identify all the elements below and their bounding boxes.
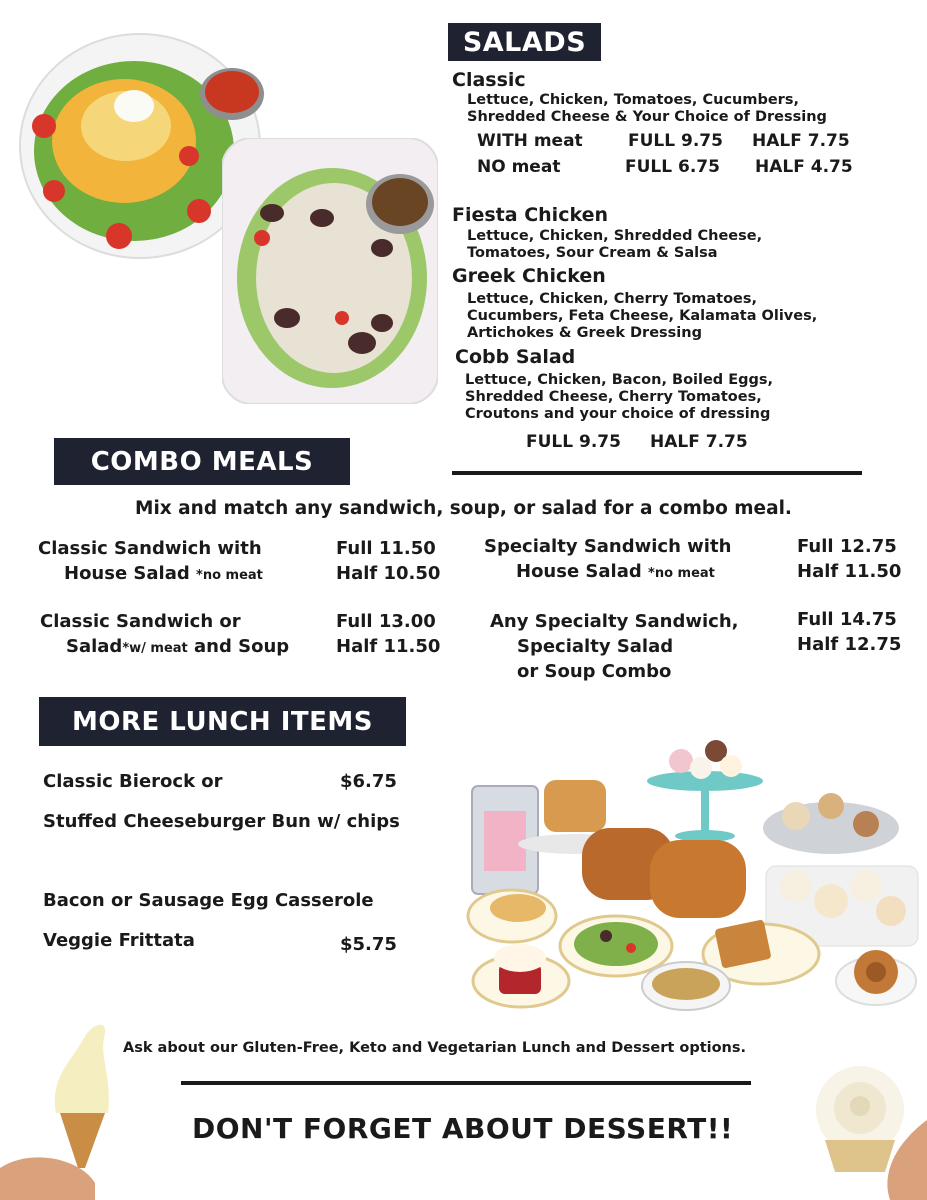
ice-cream-cone-photo <box>0 1018 125 1200</box>
with-meat-full-price: FULL 9.75 <box>628 131 723 151</box>
veggie-frittata-price: $5.75 <box>340 934 397 955</box>
fiesta-chicken-title: Fiesta Chicken <box>452 204 608 226</box>
cheeseburger-bun-item: Stuffed Cheeseburger Bun w/ chips <box>43 811 400 832</box>
combo-full-price: Full 11.50 <box>336 538 436 559</box>
greek-chicken-title: Greek Chicken <box>452 265 606 287</box>
classic-salad-title: Classic <box>452 69 526 91</box>
combo-full-price: Full 14.75 <box>797 609 897 630</box>
combo-item-line2b: and Soup <box>194 636 290 657</box>
salads-divider <box>452 471 862 475</box>
combo-item-line2-row <box>40 634 289 661</box>
combo-full-price: Full 13.00 <box>336 611 436 632</box>
cobb-salad-title: Cobb Salad <box>455 346 576 368</box>
greek-chicken-desc: Lettuce, Chicken, Cherry Tomatoes, Cucumbers, Feta Cheese, Kalamata Olives, Artichokes & Greek Dressing <box>467 291 818 341</box>
combo-half-price: Half 10.50 <box>336 563 441 584</box>
salads-header: SALADS <box>448 23 601 61</box>
combo-meals-header: COMBO MEALS <box>54 438 350 485</box>
combo-item-line2-row <box>484 559 731 586</box>
cupcake-hand-photo <box>800 1060 927 1200</box>
bierock-price: $6.75 <box>340 771 397 792</box>
classic-salad-desc: Lettuce, Chicken, Tomatoes, Cucumbers, Shredded Cheese & Your Choice of Dressing <box>467 92 827 125</box>
with-meat-label: WITH meat <box>477 131 583 151</box>
combo-item-classic-soup <box>40 609 289 661</box>
combo-item-line2: Specialty Salad <box>517 636 674 657</box>
bierock-item: Classic Bierock or <box>43 771 223 792</box>
combo-item-line2: House Salad <box>516 561 642 582</box>
no-meat-half-price: HALF 4.75 <box>755 157 853 177</box>
combo-item-note: *no meat <box>196 568 263 583</box>
combo-item-line1: Classic Sandwich with <box>38 538 262 559</box>
combo-item-line2-row <box>38 561 263 588</box>
combo-item-line1: Specialty Sandwich with <box>484 536 732 557</box>
combo-price-specialty-house <box>797 534 901 584</box>
no-meat-label: NO meat <box>477 157 561 177</box>
egg-casserole-item: Bacon or Sausage Egg Casserole <box>43 890 374 911</box>
combo-item-line3: or Soup Combo <box>517 661 672 682</box>
veggie-frittata-item: Veggie Frittata <box>43 930 195 951</box>
combo-intro: Mix and match any sandwich, soup, or salad for a combo meal. <box>135 498 792 519</box>
combo-item-note: *w/ meat <box>122 641 188 656</box>
combo-half-price: Half 11.50 <box>797 561 902 582</box>
dessert-reminder: DON'T FORGET ABOUT DESSERT!! <box>192 1112 734 1145</box>
combo-item-specialty-house <box>484 534 731 586</box>
combo-item-line2a: Salad <box>66 636 123 657</box>
combo-full-price: Full 12.75 <box>797 536 897 557</box>
with-meat-half-price: HALF 7.75 <box>752 131 850 151</box>
combo-price-classic-house <box>336 536 440 586</box>
combo-price-classic-soup <box>336 609 440 659</box>
fiesta-chicken-desc: Lettuce, Chicken, Shredded Cheese, Tomatoes, Sour Cream & Salsa <box>467 228 763 261</box>
footer-divider <box>181 1081 751 1085</box>
combo-item-note: *no meat <box>648 566 715 581</box>
combo-item-classic-house <box>38 536 263 588</box>
more-lunch-items-header: MORE LUNCH ITEMS <box>39 697 406 746</box>
no-meat-full-price: FULL 6.75 <box>625 157 720 177</box>
cobb-salad-desc: Lettuce, Chicken, Bacon, Boiled Eggs, Shredded Cheese, Cherry Tomatoes, Croutons and your choice of dressing <box>465 372 774 422</box>
specialty-salad-full-price: FULL 9.75 <box>526 432 621 452</box>
specialty-salad-half-price: HALF 7.75 <box>650 432 748 452</box>
greek-salad-photo <box>222 138 438 404</box>
combo-half-price: Half 12.75 <box>797 634 902 655</box>
combo-item-line1: Any Specialty Sandwich, <box>490 611 739 632</box>
combo-item-line1: Classic Sandwich or <box>40 611 241 632</box>
bakery-spread-photo <box>466 736 922 1014</box>
options-note: Ask about our Gluten-Free, Keto and Vegetarian Lunch and Dessert options. <box>123 1040 747 1056</box>
combo-item-line2: House Salad <box>64 563 190 584</box>
combo-item-specialty-combo <box>490 609 739 684</box>
combo-price-specialty-combo <box>797 607 901 657</box>
combo-half-price: Half 11.50 <box>336 636 441 657</box>
